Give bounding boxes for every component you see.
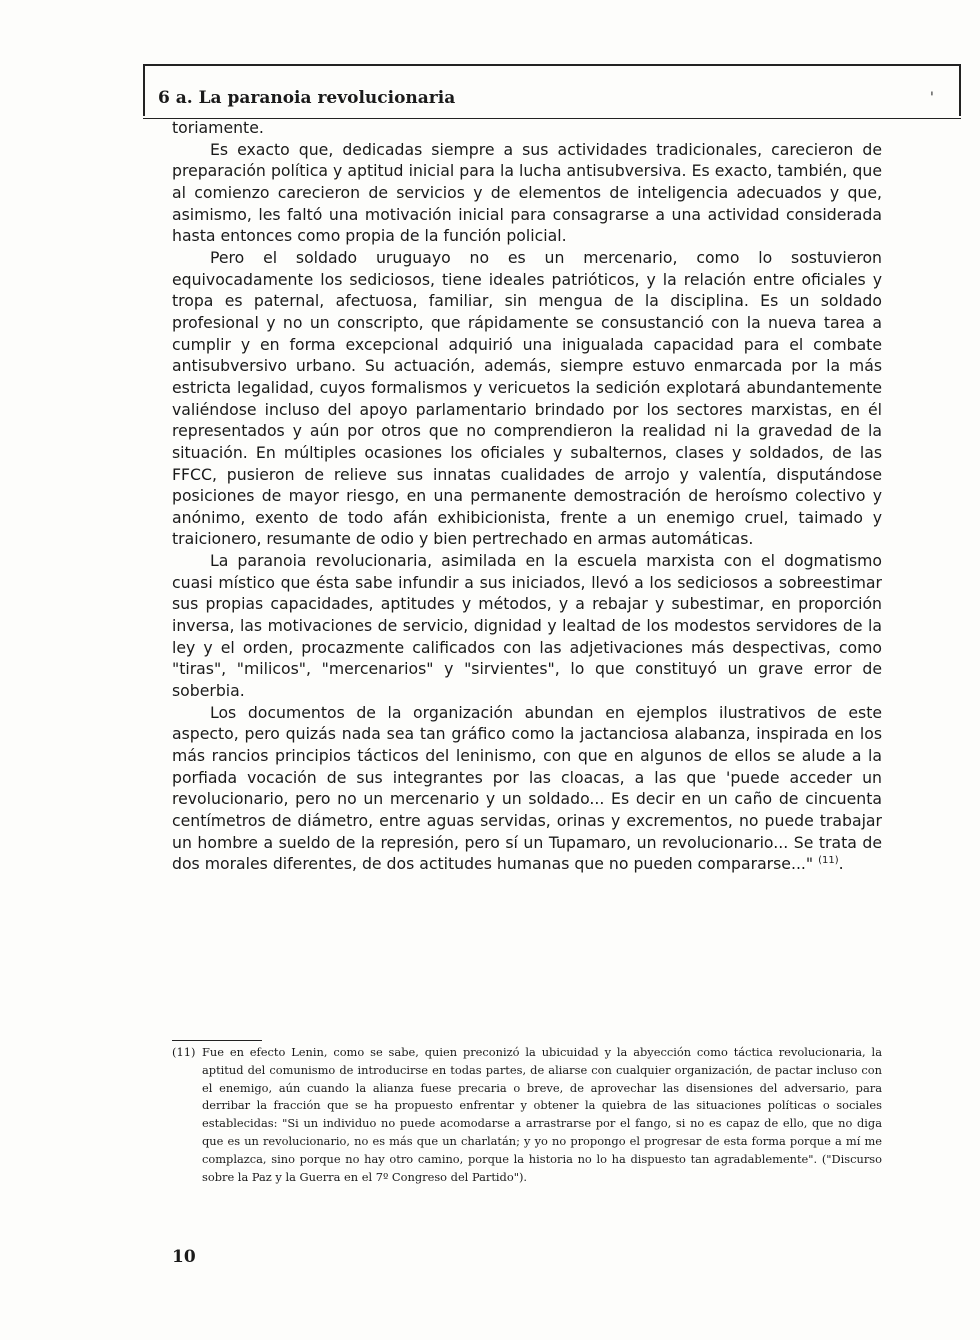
footnote-text: Fue en efecto Lenin, como se sabe, quien preconizó la ubicuidad y la abyección como táctica revolucionaria, la aptitud del comunismo de introducirse en todas partes, de aliarse con cualquier organización, de pactar incluso con el enemigo, aún cuando la alianza fuese precaria o breve, de aprovechar las disensiones del adversario, para derribar la fracción que se ha propuesto enfrentar y obtener la quiebra de las situaciones políticas o sociales establecidas: "Si un individuo no puede acomodarse a arrastrarse por el fango, si no es capaz de ello, que no diga que es un revolucionario, no es más que un charlatán; y yo no propongo el progresar de esta forma porque a mí me complazca, sino porque no hay otro camino, porque la historia no lo ha dispuesto tan agradablemente". ("Discurso sobre la Paz y la Guerra en el 7º Congreso del Partido"). bbox=[202, 1045, 882, 1184]
footnote bbox=[172, 1044, 882, 1186]
page-number: 10 bbox=[172, 1247, 196, 1267]
paragraph-2: Pero el soldado uruguayo no es un mercenario, como lo sostuvieron equivocadamente los sediciosos, tiene ideales patrióticos, y la relación entre oficiales y tropa es paternal, afectuosa, familiar, sin mengua de la disciplina. Es un soldado profesional y no un conscripto, que rápidamente se consustanció con la nueva tarea a cumplir y en forma excepcional adquirió una inigualada capacidad para el combate antisubversivo urbano. Su actuación, además, siempre estuvo enmarcada por la más estricta legalidad, cuyos formalismos y vericuetos la sedición explotará abundantemente valiéndose incluso del apoyo parlamentario brindado por los sectores marxistas, en él representados y aún por otros que no comprendieron la realidad ni la gravedad de la situación. En múltiples ocasiones los oficiales y subalternos, clases y soldados, de las FFCC, pusieron de relieve sus innatas cualidades de arrojo y valentía, disputándose posiciones de mayor riesgo, en una permanente demostración de heroísmo colectivo y anónimo, exento de todo afán exhibicionista, frente a un enemigo cruel, taimado y traicionero, resumante de odio y bien pertrechado en armas automáticas. bbox=[172, 247, 882, 549]
paragraph-1: Es exacto que, dedicadas siempre a sus actividades tradicionales, carecieron de preparación política y aptitud inicial para la lucha antisubversiva. Es exacto, también, que al comienzo carecieron de servicios y de elementos de inteligencia adecuados y que, asimismo, les faltó una motivación inicial para consagrarse a una actividad considerada hasta entonces como propia de la función policial. bbox=[172, 139, 882, 246]
paragraph-4 bbox=[172, 702, 882, 875]
body-text bbox=[172, 117, 882, 875]
header-mark: ' bbox=[930, 90, 934, 106]
footnote-reference: (11) bbox=[818, 855, 839, 867]
paragraph-continuation: toriamente. bbox=[172, 118, 264, 137]
paragraph-4-text: Los documentos de la organización abundan en ejemplos ilustrativos de este aspecto, pero quizás nada sea tan gráfico como la jactanciosa alabanza, inspirada en los más rancios principios tácticos del leninismo, con que en algunos de ellos se alude a la porfiada vocación de sus integrantes por las cloacas, a las que 'puede acceder un revolucionario, pero no un mercenario y un soldado... Es decir en un caño de cincuenta centímetros de diámetro, entre aguas servidas, orinas y excrementos, no puede trabajar un hombre a sueldo de la represión, pero sí un Tupamaro, un revolucionario... Se trata de dos morales diferentes, de dos actitudes humanas que no pueden compararse..." bbox=[172, 702, 882, 874]
footnote-label: (11) bbox=[172, 1045, 196, 1059]
paragraph-4-end: . bbox=[838, 854, 844, 874]
paragraph-3: La paranoia revolucionaria, asimilada en la escuela marxista con el dogmatismo cuasi místico que ésta sabe infundir a sus iniciados, llevó a los sediciosos a sobreestimar sus propias capacidades, aptitudes y métodos, y a rebajar y subestimar, en proporción inversa, las motivaciones de servicio, dignidad y lealtad de los modestos servidores de la ley y el orden, procazmente calificados con las adjetivaciones más despectivas, como "tiras", "milicos", "mercenarios" y "sirvientes", lo que constituyó un grave error de soberbia. bbox=[172, 551, 882, 701]
footnote-rule bbox=[172, 1040, 262, 1041]
section-title: 6 a. La paranoia revolucionaria bbox=[158, 88, 456, 108]
